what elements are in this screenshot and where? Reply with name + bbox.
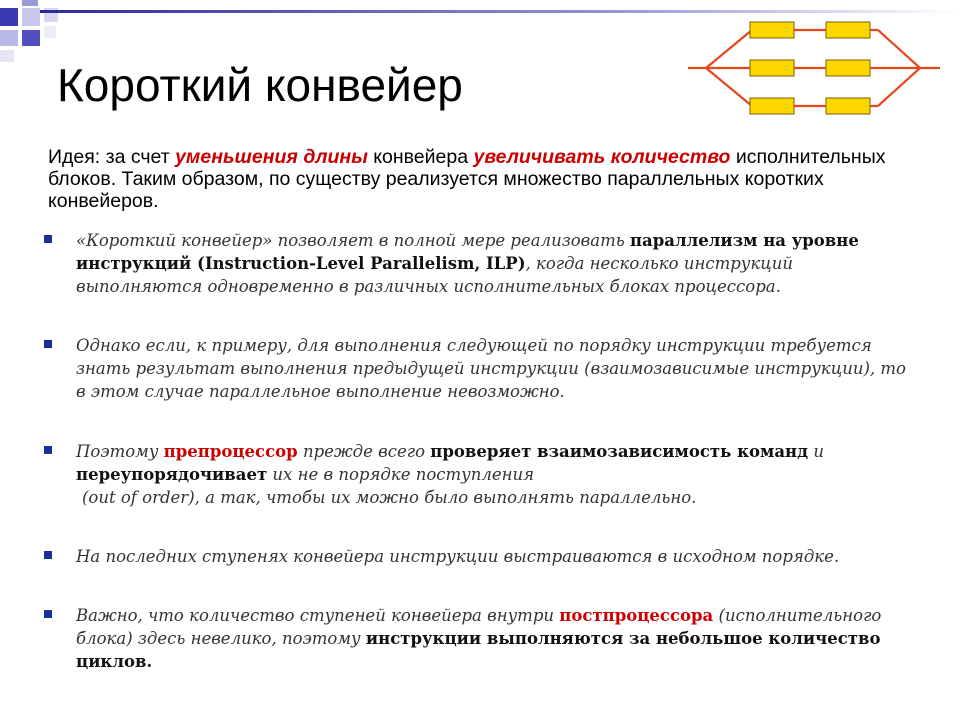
idea-text: . Таким образом, по существу реализуется множество параллельных коротких конвейеров. [48, 168, 824, 212]
bullet-text: прежде всего [297, 442, 431, 461]
bullet-text: , когда несколько инструкций выполняются одновременно в различных исполнительных блоках процессора. [76, 254, 793, 296]
bullet-item [40, 229, 920, 298]
bullet-text: Однако если, к примеру, для выполнения следующей по порядку инструкции требуется знать результат выполнения предыдущей инструкции (взаимозависимые инструкции), то в этом случае параллельное выполнение невозможно. [76, 336, 906, 401]
bullet-bold: проверяет взаимозависимость команд [430, 442, 809, 461]
idea-text: Идея: за счет [48, 146, 176, 168]
bullet-item [40, 440, 920, 509]
parallel-pipelines-diagram [688, 10, 940, 132]
bullet-text: (исполнительного блока) здесь невелико, поэтому [76, 606, 882, 648]
bullet-marker [44, 610, 52, 618]
bullet-bold: переупорядочивает [76, 465, 268, 484]
idea-highlight: увеличивать количество [473, 146, 731, 168]
bullet-text: и [808, 442, 824, 461]
idea-highlight: уменьшения длины [175, 146, 368, 168]
bullet-red: препроцессор [163, 442, 298, 461]
bullet-marker [44, 551, 52, 559]
bullet-red: постпроцессора [559, 606, 714, 625]
bullet-marker [44, 235, 52, 243]
stage-block [750, 22, 794, 38]
bullet-text: На последних ступенях конвейера инструкции выстраиваются в исходном порядке. [76, 547, 840, 566]
stage-block [826, 98, 870, 114]
bullet-item [40, 604, 920, 673]
bullet-text: «Короткий конвейер» позволяет в полной мере реализовать [76, 231, 630, 250]
bullet-text: Поэтому [76, 442, 164, 461]
bullet-item [40, 334, 920, 403]
bullet-item [40, 545, 920, 568]
stage-block [826, 60, 870, 76]
bullet-text: Важно, что количество ступеней конвейера внутри [76, 606, 560, 625]
bullet-bold: параллелизм на уровне инструкций (Instruction-Level Parallelism, ILP) [76, 231, 859, 273]
bullet-text: (out of order), а так, чтобы их можно было выполнять параллельно. [82, 488, 697, 507]
idea-paragraph [48, 146, 928, 212]
stage-block [750, 98, 794, 114]
bullet-text: их не в порядке поступления [267, 465, 535, 484]
stage-block [826, 22, 870, 38]
idea-text: конвейера [367, 146, 474, 168]
bullet-marker [44, 340, 52, 348]
stage-block [750, 60, 794, 76]
idea-text: исполнительных блоков [48, 146, 886, 190]
bullet-bold: инструкции выполняются за небольшое количество циклов. [76, 629, 881, 671]
slide-title: Короткий конвейер [57, 59, 463, 111]
bullet-list [40, 229, 920, 673]
bullet-marker [44, 446, 52, 454]
